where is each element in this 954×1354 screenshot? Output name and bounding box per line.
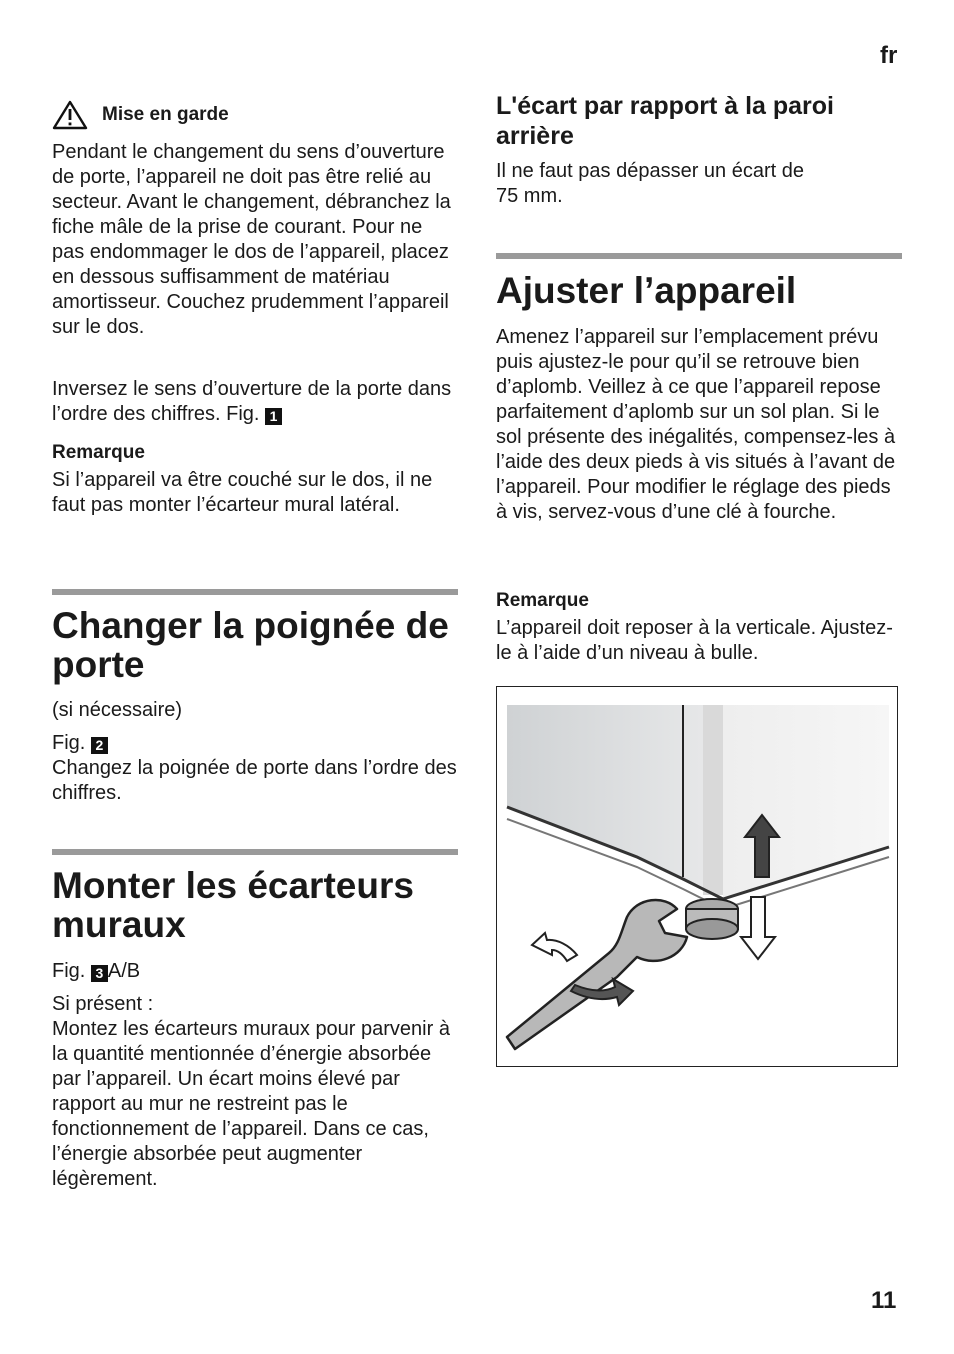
wrench-adjusting-foot-illustration xyxy=(497,687,897,1066)
section-title-gap: L'écart par rapport à la paroi arrière xyxy=(496,92,834,150)
note-title: Remarque xyxy=(496,590,589,611)
invert-text: Inversez le sens d’ouverture de la porte dans l’ordre des chiffres. Fig. xyxy=(52,378,452,425)
fig-label: Fig. xyxy=(52,960,86,982)
adjustment-figure xyxy=(496,686,898,1067)
handle-text: Changez la poignée de porte dans l’ordre des chiffres. xyxy=(52,757,457,804)
section-divider xyxy=(52,589,458,595)
note-block-left xyxy=(52,442,458,518)
fig-number-2: 2 xyxy=(91,737,108,754)
note-title: Remarque xyxy=(52,442,145,463)
gap-text: Il ne faut pas dépasser un écart de 75 mm. xyxy=(496,160,804,207)
section-divider xyxy=(52,849,458,855)
warning-triangle-icon xyxy=(52,100,88,130)
fig-suffix: A/B xyxy=(107,960,141,982)
handle-subtitle: (si nécessaire) xyxy=(52,699,183,721)
section-title-handle: Changer la poignée de porte xyxy=(52,605,449,685)
warning-block xyxy=(52,100,458,340)
spacers-if-present: Si présent : xyxy=(52,993,154,1015)
adjust-text: Amenez l’appareil sur l’emplacement prévu puis ajustez-le pour qu’il se retrouve bien d’aplomb. Veillez à ce que l’appareil repose parfaitement d’aplomb sur un sol plan. Si le sol présente des inégalités, compensez-les à l’aide des deux pieds à vis situés à l’avant de l’appareil. Pour modifier le réglage des pieds à vis, servez-vous d’une clé à fourche. xyxy=(496,326,896,523)
section-title-spacers: Monter les écarteurs muraux xyxy=(52,865,414,945)
spacers-fig-ref xyxy=(52,959,458,984)
note-text: Si l’appareil va être couché sur le dos, il ne faut pas monter l’écarteur mural latéral. xyxy=(52,469,433,516)
warning-text: Pendant le changement du sens d’ouverture de porte, l’appareil ne doit pas être relié au secteur. Avant le changement, débranchez la fiche mâle de la prise de courant. Pour ne pas endommager le dos de l’appareil, placez en dessous suffisamment de matériau amortisseur. Couchez prudemment l’appareil sur le dos. xyxy=(52,141,451,338)
fig-number-1: 1 xyxy=(265,408,282,425)
spacers-text: Montez les écarteurs muraux pour parvenir à la quantité mentionnée d’énergie absorbée par l’appareil. Un écart moins élevé par rapport au mur ne restreint pas le fonctionnement de l’appareil. Dans ce cas, l’énergie absorbée peut augmenter légèrement. xyxy=(52,1018,450,1190)
section-title-adjust: Ajuster l’appareil xyxy=(496,270,797,311)
fig-label: Fig. xyxy=(52,732,86,754)
invert-paragraph xyxy=(52,377,458,427)
note-text: L’appareil doit reposer à la verticale. Ajustez-le à l’aide d’un niveau à bulle. xyxy=(496,617,893,664)
fig-number-3: 3 xyxy=(91,965,108,982)
handle-fig-ref xyxy=(52,731,458,756)
page-number: 11 xyxy=(871,1287,897,1314)
warning-heading xyxy=(52,100,458,130)
note-block-right xyxy=(496,590,902,666)
warning-title: Mise en garde xyxy=(102,104,229,125)
section-divider xyxy=(496,253,902,259)
language-code: fr xyxy=(880,42,898,69)
